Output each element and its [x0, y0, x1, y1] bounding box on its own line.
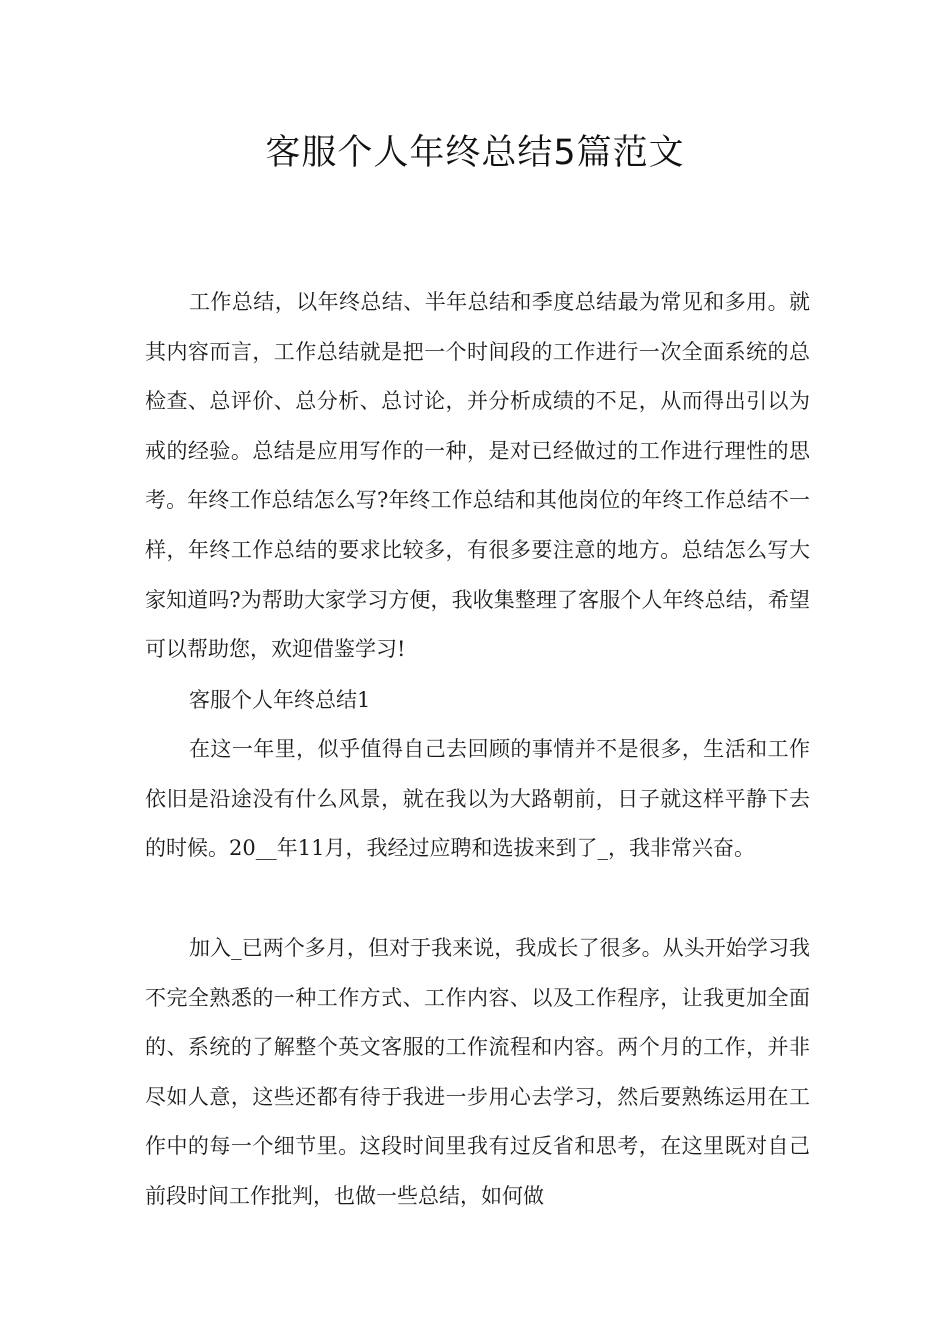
section-paragraph-1: 在这一年里，似乎值得自己去回顾的事情并不是很多，生活和工作依旧是沿途没有什么风景，就在我以为大路朝前，日子就这样平静下去的时候。20__年11月，我经过应聘和选拔来到了_，我非常兴奋。 [145, 737, 810, 861]
intro-paragraph: 工作总结，以年终总结、半年总结和季度总结最为常见和多用。就其内容而言，工作总结就是把一个时间段的工作进行一次全面系统的总检查、总评价、总分析、总讨论，并分析成绩的不足，从而得出引以为戒的经验。总结是应用写作的一种，是对已经做过的工作进行理性的思考。年终工作总结怎么写?年终工作总结和其他岗位的年终工作总结不一样，年终工作总结的要求比较多，有很多要注意的地方。总结怎么写大家知道吗?为帮助大家学习方便，我收集整理了客服个人年终总结，希望可以帮助您，欢迎借鉴学习! [145, 290, 810, 662]
section-heading: 客服个人年终总结1 [189, 688, 371, 712]
section-paragraph-2: 加入_已两个多月，但对于我来说，我成长了很多。从头开始学习我不完全熟悉的一种工作方式、工作内容、以及工作程序，让我更加全面的、系统的了解整个英文客服的工作流程和内容。两个月的工作，并非尽如人意，这些还都有待于我进一步用心去学习，然后要熟练运用在工作中的每一个细节里。这段时间里我有过反省和思考，在这里既对自己前段时间工作批判，也做一些总结，如何做 [145, 936, 810, 1208]
document-title: 客服个人年终总结5篇范文 [265, 133, 685, 173]
